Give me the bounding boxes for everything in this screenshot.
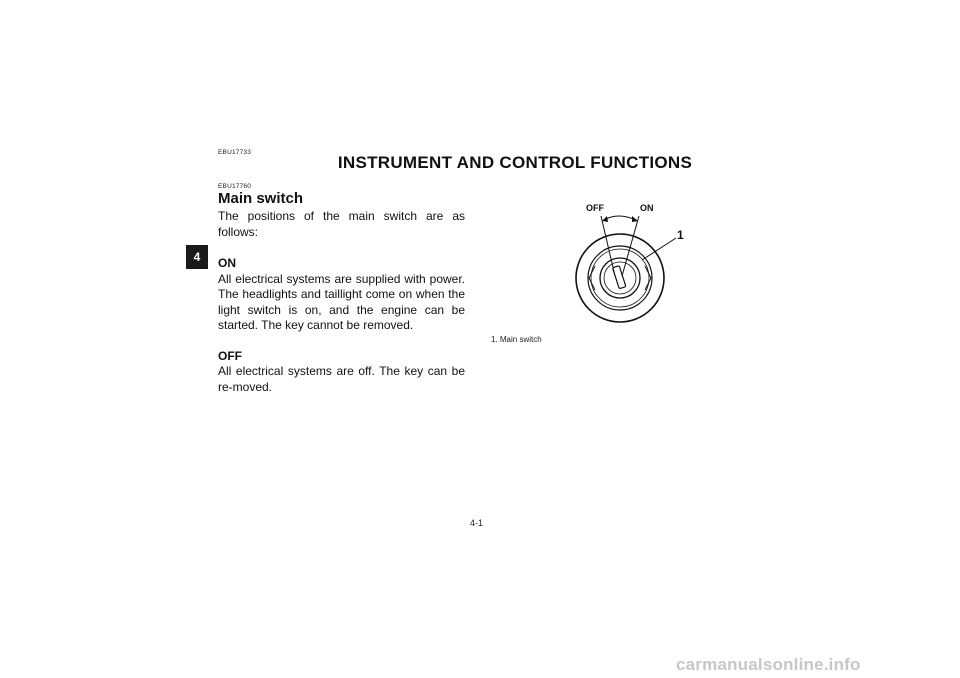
callout-number: 1 <box>677 228 684 242</box>
watermark: carmanualsonline.info <box>676 655 861 674</box>
main-switch-figure <box>556 196 696 326</box>
chapter-title: INSTRUMENT AND CONTROL FUNCTIONS <box>337 153 693 172</box>
off-label: OFF <box>586 203 604 213</box>
chapter-code: EBU17733 <box>218 149 252 156</box>
position-off-text: All electrical systems are off. The key can be re-moved. <box>218 364 465 394</box>
section-heading: Main switch <box>218 190 304 207</box>
rotation-arc <box>604 216 636 220</box>
on-label: ON <box>640 203 654 213</box>
intro-paragraph: The positions of the main switch are as follows: <box>218 209 465 239</box>
arc-arrowhead-left <box>602 216 608 222</box>
body-text <box>218 209 465 395</box>
position-off-label: OFF <box>218 348 242 363</box>
page-number: 4-1 <box>470 518 484 528</box>
figure-caption: 1. Main switch <box>491 335 542 344</box>
section-code: EBU17760 <box>218 183 252 190</box>
main-switch-illustration <box>556 196 696 326</box>
position-on-label: ON <box>218 256 236 270</box>
position-on-text: All electrical systems are supplied with power. The headlights and taillight come on when the light switch is on, and the engine can be started. The key cannot be removed. <box>218 271 465 332</box>
chapter-tab: 4 <box>186 245 208 269</box>
